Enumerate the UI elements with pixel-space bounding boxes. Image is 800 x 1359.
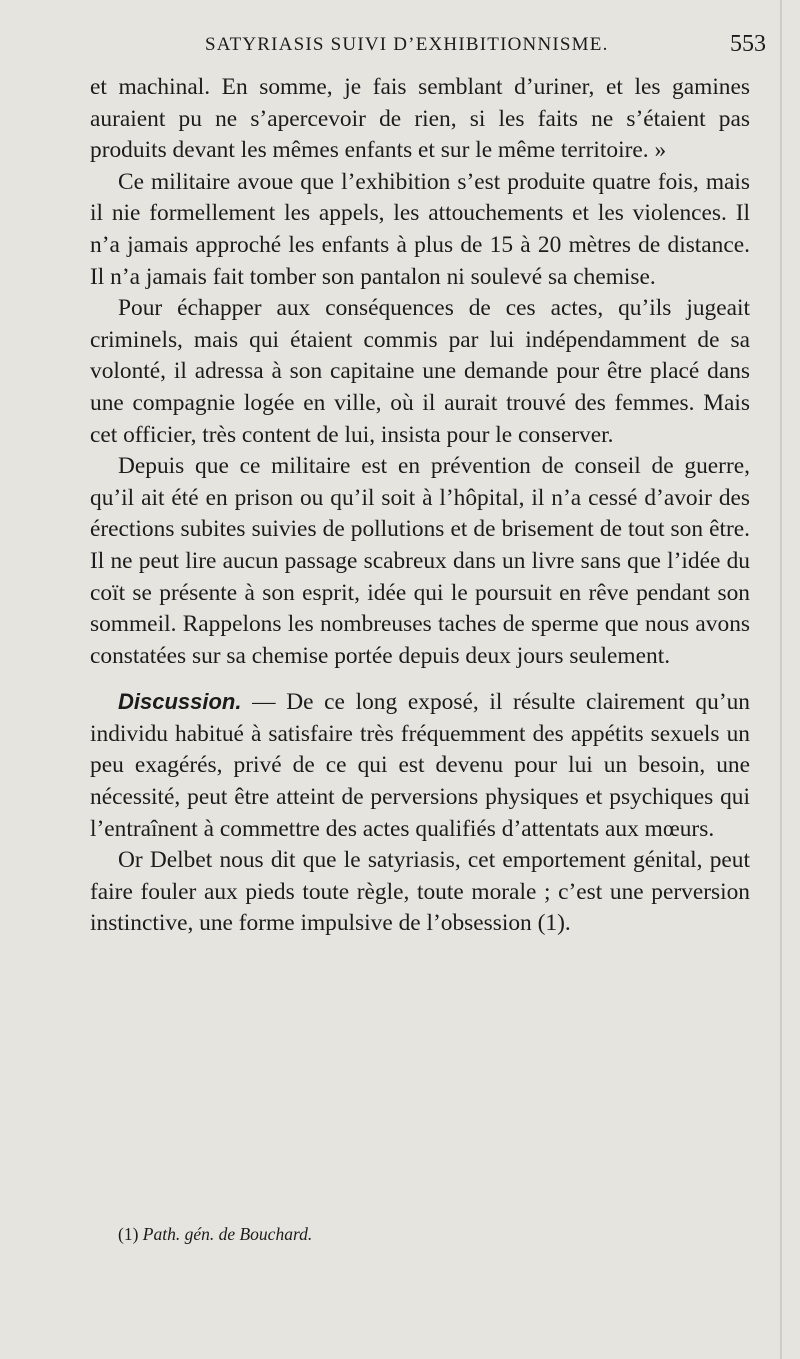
running-title: SATYRIASIS SUIVI D’EXHIBITIONNISME.: [205, 34, 609, 55]
body-text: [90, 72, 750, 940]
page-edge-shadow: [780, 0, 782, 1359]
paragraph-4: Depuis que ce militaire est en prévention de conseil de guerre, qu’il ait été en prison ou qu’il soit à l’hôpital, il n’a cessé d’avoir des érections subites suivies de pollutions et de brisement de tout son être. Il ne peut lire aucun passage scabreux dans un livre sans que l’idée du coït se présente à son esprit, idée qui le poursuit en rêve pendant son sommeil. Rappelons les nombreuses taches de sperme que nous avons constatées sur sa chemise portée depuis deux jours seulement.: [90, 453, 750, 669]
paragraph-6: Or Delbet nous dit que le satyriasis, cet emportement génital, peut faire fouler aux pieds toute règle, toute morale ; c’est une perversion instinctive, une forme impulsive de l’obsession (1).: [90, 847, 750, 937]
page-number: 553: [730, 31, 766, 57]
paragraph-2: Ce militaire avoue que l’exhibition s’est produite quatre fois, mais il nie formellement les appels, les attouchements et les violences. Il n’a jamais approché les enfants à plus de 15 à 20 mètres de distance. Il n’a jamais fait tomber son pantalon ni soulevé sa chemise.: [90, 168, 750, 290]
paragraph-3: Pour échapper aux conséquences de ces actes, qu’ils jugeait criminels, mais qui étaient commis par lui indépendamment de sa volonté, il adressa à son capitaine une demande pour être placé dans une compagnie logée en ville, où il aurait trouvé des femmes. Mais cet officier, très content de lui, insista pour le conserver.: [90, 295, 750, 448]
paragraph-discussion: [90, 686, 750, 845]
footnote-marker: (1): [118, 1224, 139, 1244]
page-header: [0, 31, 800, 64]
paragraph-1: et machinal. En somme, je fais semblant d’uriner, et les gamines auraient pu ne s’apercevoir de rien, si les faits ne s’étaient pas produits devant les mêmes enfants et sur le même territoire. »: [90, 74, 750, 164]
discussion-text: — De ce long exposé, il résulte clairement qu’un individu habitué à satisfaire très fréquemment des appétits sexuels un peu exagérés, privé de ce qui est devenu pour lui un besoin, une nécessité, peut être atteint de perversions physiques et psychiques qui l’entraînent à commettre des actes qualifiés d’attentats aux mœurs.: [90, 689, 750, 842]
discussion-heading: Discussion.: [118, 689, 242, 715]
footnote-text: Path. gén. de Bouchard.: [142, 1224, 313, 1244]
footnote: [118, 1224, 312, 1245]
